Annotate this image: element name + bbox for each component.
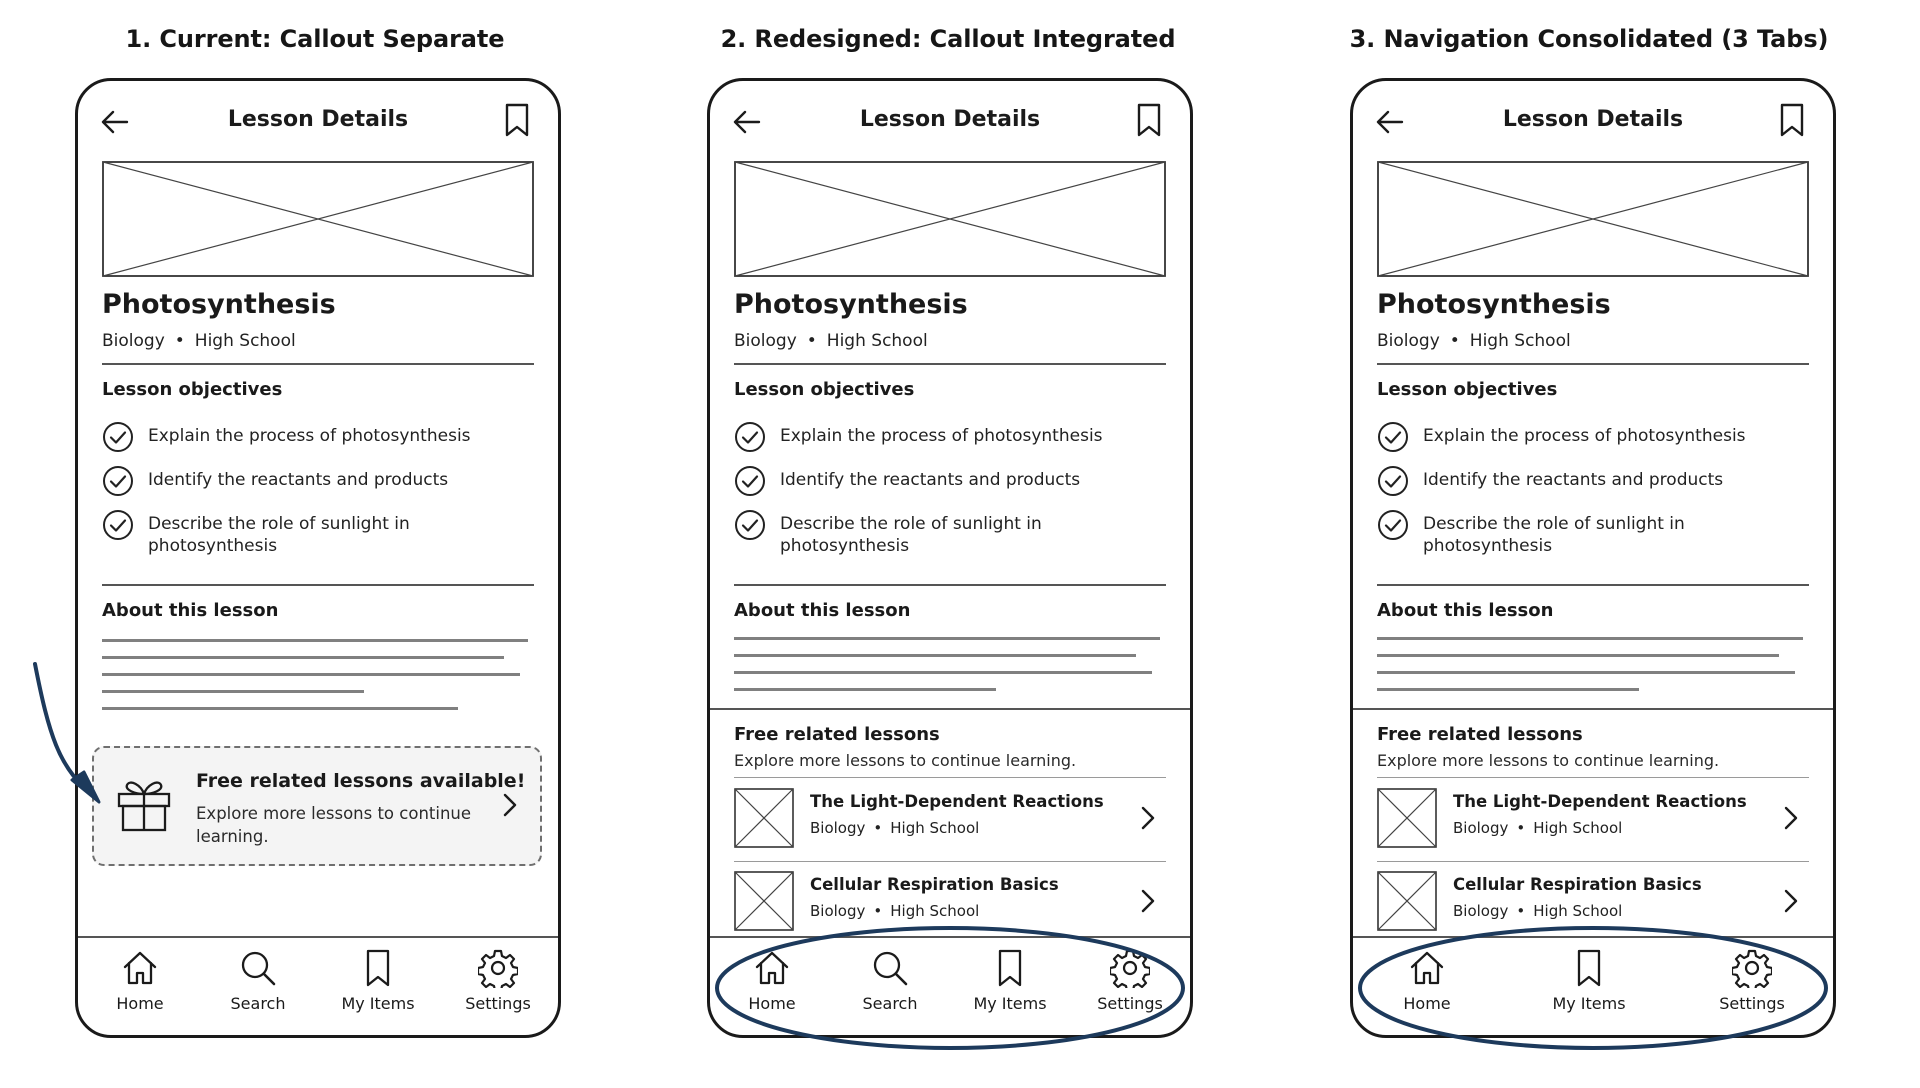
tab-settings[interactable] bbox=[1702, 948, 1802, 1013]
subject: Biology bbox=[1377, 331, 1440, 351]
tab-label: Settings bbox=[465, 994, 531, 1013]
related-lesson-meta bbox=[810, 902, 979, 920]
divider bbox=[734, 363, 1166, 365]
tab-home[interactable] bbox=[90, 948, 190, 1013]
lesson-title: Photosynthesis bbox=[102, 289, 336, 320]
divider bbox=[102, 584, 534, 586]
tab-label: Search bbox=[230, 994, 286, 1013]
bookmark-icon bbox=[990, 948, 1030, 988]
check-circle-icon bbox=[102, 465, 134, 497]
objective-text: Identify the reactants and products bbox=[148, 470, 449, 490]
thumbnail-placeholder bbox=[1377, 871, 1437, 931]
hero-image-placeholder bbox=[734, 161, 1166, 277]
related-title: Free related lessons bbox=[734, 724, 940, 745]
bookmark-icon bbox=[1569, 948, 1609, 988]
tab-search[interactable] bbox=[840, 948, 940, 1013]
tab-my-items[interactable] bbox=[1539, 948, 1639, 1013]
separator: • bbox=[806, 331, 817, 351]
related-lessons-callout[interactable] bbox=[92, 746, 542, 866]
bottom-tab-bar bbox=[78, 936, 558, 1038]
gear-icon bbox=[1732, 948, 1772, 988]
text-placeholder-line bbox=[734, 654, 1136, 657]
objective-text: Describe the role of sunlight in photosynthesis bbox=[780, 514, 1042, 556]
app-header bbox=[100, 103, 536, 143]
tab-home[interactable] bbox=[1377, 948, 1477, 1013]
gear-icon bbox=[1110, 948, 1150, 988]
divider bbox=[1377, 584, 1809, 586]
chevron-right-icon bbox=[1783, 888, 1799, 914]
subject: Biology bbox=[734, 331, 797, 351]
level: High School bbox=[890, 819, 980, 837]
related-lesson-title: Cellular Respiration Basics bbox=[1453, 875, 1702, 894]
level: High School bbox=[826, 331, 928, 351]
subject: Biology bbox=[102, 331, 165, 351]
search-icon bbox=[870, 948, 910, 988]
check-circle-icon bbox=[1377, 509, 1409, 541]
check-circle-icon bbox=[734, 465, 766, 497]
divider bbox=[1377, 777, 1809, 778]
separator: • bbox=[873, 819, 883, 837]
about-label: About this lesson bbox=[1377, 600, 1554, 621]
subject: Biology bbox=[1453, 819, 1509, 837]
related-subtitle: Explore more lessons to continue learning. bbox=[1377, 751, 1720, 770]
text-placeholder-line bbox=[102, 690, 364, 693]
header-title: Lesson Details bbox=[227, 107, 409, 132]
thumbnail-placeholder bbox=[1377, 788, 1437, 848]
bookmark-icon[interactable] bbox=[1779, 103, 1805, 137]
text-placeholder-line bbox=[102, 639, 528, 642]
tab-label: Home bbox=[116, 994, 164, 1013]
header-title: Lesson Details bbox=[859, 107, 1041, 132]
app-header bbox=[1375, 103, 1811, 143]
level: High School bbox=[1533, 819, 1623, 837]
text-placeholder-line bbox=[734, 637, 1160, 640]
check-circle-icon bbox=[734, 421, 766, 453]
objectives-label: Lesson objectives bbox=[1377, 379, 1558, 400]
check-circle-icon bbox=[1377, 465, 1409, 497]
thumbnail-placeholder bbox=[734, 871, 794, 931]
panel-2-phone bbox=[707, 78, 1193, 1038]
tab-label: My Items bbox=[973, 994, 1047, 1013]
tab-label: Home bbox=[748, 994, 796, 1013]
tab-home[interactable] bbox=[722, 948, 822, 1013]
level: High School bbox=[1533, 902, 1623, 920]
divider bbox=[1377, 363, 1809, 365]
related-lesson-title: The Light-Dependent Reactions bbox=[810, 792, 1104, 811]
related-lesson-meta bbox=[810, 819, 979, 837]
objectives-label: Lesson objectives bbox=[734, 379, 915, 400]
panel-2-heading: 2. Redesigned: Callout Integrated bbox=[720, 25, 1176, 53]
gift-icon bbox=[116, 774, 172, 832]
about-label: About this lesson bbox=[734, 600, 911, 621]
separator: • bbox=[1516, 902, 1526, 920]
chevron-right-icon bbox=[1140, 888, 1156, 914]
objective-text: Describe the role of sunlight in photosynthesis bbox=[1423, 514, 1685, 556]
bookmark-icon bbox=[358, 948, 398, 988]
objective-text: Identify the reactants and products bbox=[780, 470, 1081, 490]
objective-text: Describe the role of sunlight in photosynthesis bbox=[148, 514, 410, 556]
lesson-meta bbox=[734, 331, 928, 351]
text-placeholder-line bbox=[1377, 637, 1803, 640]
text-placeholder-line bbox=[102, 707, 458, 710]
objective-text: Explain the process of photosynthesis bbox=[780, 426, 1103, 446]
related-lesson-title: Cellular Respiration Basics bbox=[810, 875, 1059, 894]
related-lesson-item[interactable] bbox=[1377, 788, 1809, 856]
lesson-title: Photosynthesis bbox=[1377, 289, 1611, 320]
tab-settings[interactable] bbox=[1080, 948, 1180, 1013]
text-placeholder-line bbox=[734, 671, 1152, 674]
divider bbox=[734, 777, 1166, 778]
home-icon bbox=[1407, 948, 1447, 988]
text-placeholder-line bbox=[102, 673, 520, 676]
related-subtitle: Explore more lessons to continue learning. bbox=[734, 751, 1077, 770]
panel-3-phone bbox=[1350, 78, 1836, 1038]
related-lesson-meta bbox=[1453, 902, 1622, 920]
related-lesson-title: The Light-Dependent Reactions bbox=[1453, 792, 1747, 811]
text-placeholder-line bbox=[1377, 654, 1779, 657]
panel-3-heading: 3. Navigation Consolidated (3 Tabs) bbox=[1349, 25, 1829, 53]
check-circle-icon bbox=[734, 509, 766, 541]
related-lesson-meta bbox=[1453, 819, 1622, 837]
tab-label: My Items bbox=[341, 994, 415, 1013]
search-icon bbox=[238, 948, 278, 988]
subject: Biology bbox=[810, 819, 866, 837]
related-title: Free related lessons bbox=[1377, 724, 1583, 745]
divider bbox=[1377, 861, 1809, 862]
about-label: About this lesson bbox=[102, 600, 279, 621]
bookmark-icon[interactable] bbox=[1136, 103, 1162, 137]
chevron-right-icon bbox=[1783, 805, 1799, 831]
related-lessons-section bbox=[1353, 708, 1833, 920]
tab-my-items[interactable] bbox=[328, 948, 428, 1013]
hero-image-placeholder bbox=[1377, 161, 1809, 277]
objective-text: Identify the reactants and products bbox=[1423, 470, 1724, 490]
tab-settings[interactable] bbox=[448, 948, 548, 1013]
bookmark-icon[interactable] bbox=[504, 103, 530, 137]
separator: • bbox=[1516, 819, 1526, 837]
check-circle-icon bbox=[102, 421, 134, 453]
tab-label: Search bbox=[862, 994, 918, 1013]
level: High School bbox=[890, 902, 980, 920]
lesson-meta bbox=[1377, 331, 1571, 351]
level: High School bbox=[194, 331, 296, 351]
separator: • bbox=[1449, 331, 1460, 351]
home-icon bbox=[120, 948, 160, 988]
subject: Biology bbox=[810, 902, 866, 920]
tab-search[interactable] bbox=[208, 948, 308, 1013]
divider bbox=[734, 584, 1166, 586]
thumbnail-placeholder bbox=[734, 788, 794, 848]
objective-text: Explain the process of photosynthesis bbox=[148, 426, 471, 446]
tab-label: Settings bbox=[1719, 994, 1785, 1013]
subject: Biology bbox=[1453, 902, 1509, 920]
objectives-label: Lesson objectives bbox=[102, 379, 283, 400]
objective-text: Explain the process of photosynthesis bbox=[1423, 426, 1746, 446]
tab-label: Settings bbox=[1097, 994, 1163, 1013]
header-title: Lesson Details bbox=[1502, 107, 1684, 132]
related-lessons-section bbox=[710, 708, 1190, 920]
tab-label: My Items bbox=[1552, 994, 1626, 1013]
check-circle-icon bbox=[102, 509, 134, 541]
text-placeholder-line bbox=[1377, 671, 1795, 674]
text-placeholder-line bbox=[1377, 688, 1639, 691]
related-lesson-item[interactable] bbox=[1377, 871, 1809, 939]
bottom-tab-bar bbox=[1353, 936, 1833, 1038]
home-icon bbox=[752, 948, 792, 988]
tab-label: Home bbox=[1403, 994, 1451, 1013]
check-circle-icon bbox=[1377, 421, 1409, 453]
divider bbox=[734, 861, 1166, 862]
callout-title: Free related lessons available! bbox=[196, 770, 526, 792]
chevron-right-icon bbox=[1140, 805, 1156, 831]
level: High School bbox=[1469, 331, 1571, 351]
chevron-right-icon bbox=[502, 792, 518, 818]
separator: • bbox=[174, 331, 185, 351]
text-placeholder-line bbox=[102, 656, 504, 659]
divider bbox=[102, 363, 534, 365]
related-lesson-item[interactable] bbox=[734, 871, 1166, 939]
panel-1-phone bbox=[75, 78, 561, 1038]
hero-image-placeholder bbox=[102, 161, 534, 277]
gear-icon bbox=[478, 948, 518, 988]
related-lesson-item[interactable] bbox=[734, 788, 1166, 856]
tab-my-items[interactable] bbox=[960, 948, 1060, 1013]
separator: • bbox=[873, 902, 883, 920]
lesson-title: Photosynthesis bbox=[734, 289, 968, 320]
panel-1-heading: 1. Current: Callout Separate bbox=[125, 25, 505, 53]
callout-subtitle: Explore more lessons to continue learning. bbox=[196, 804, 472, 846]
lesson-meta bbox=[102, 331, 296, 351]
app-header bbox=[732, 103, 1168, 143]
text-placeholder-line bbox=[734, 688, 996, 691]
bottom-tab-bar bbox=[710, 936, 1190, 1038]
